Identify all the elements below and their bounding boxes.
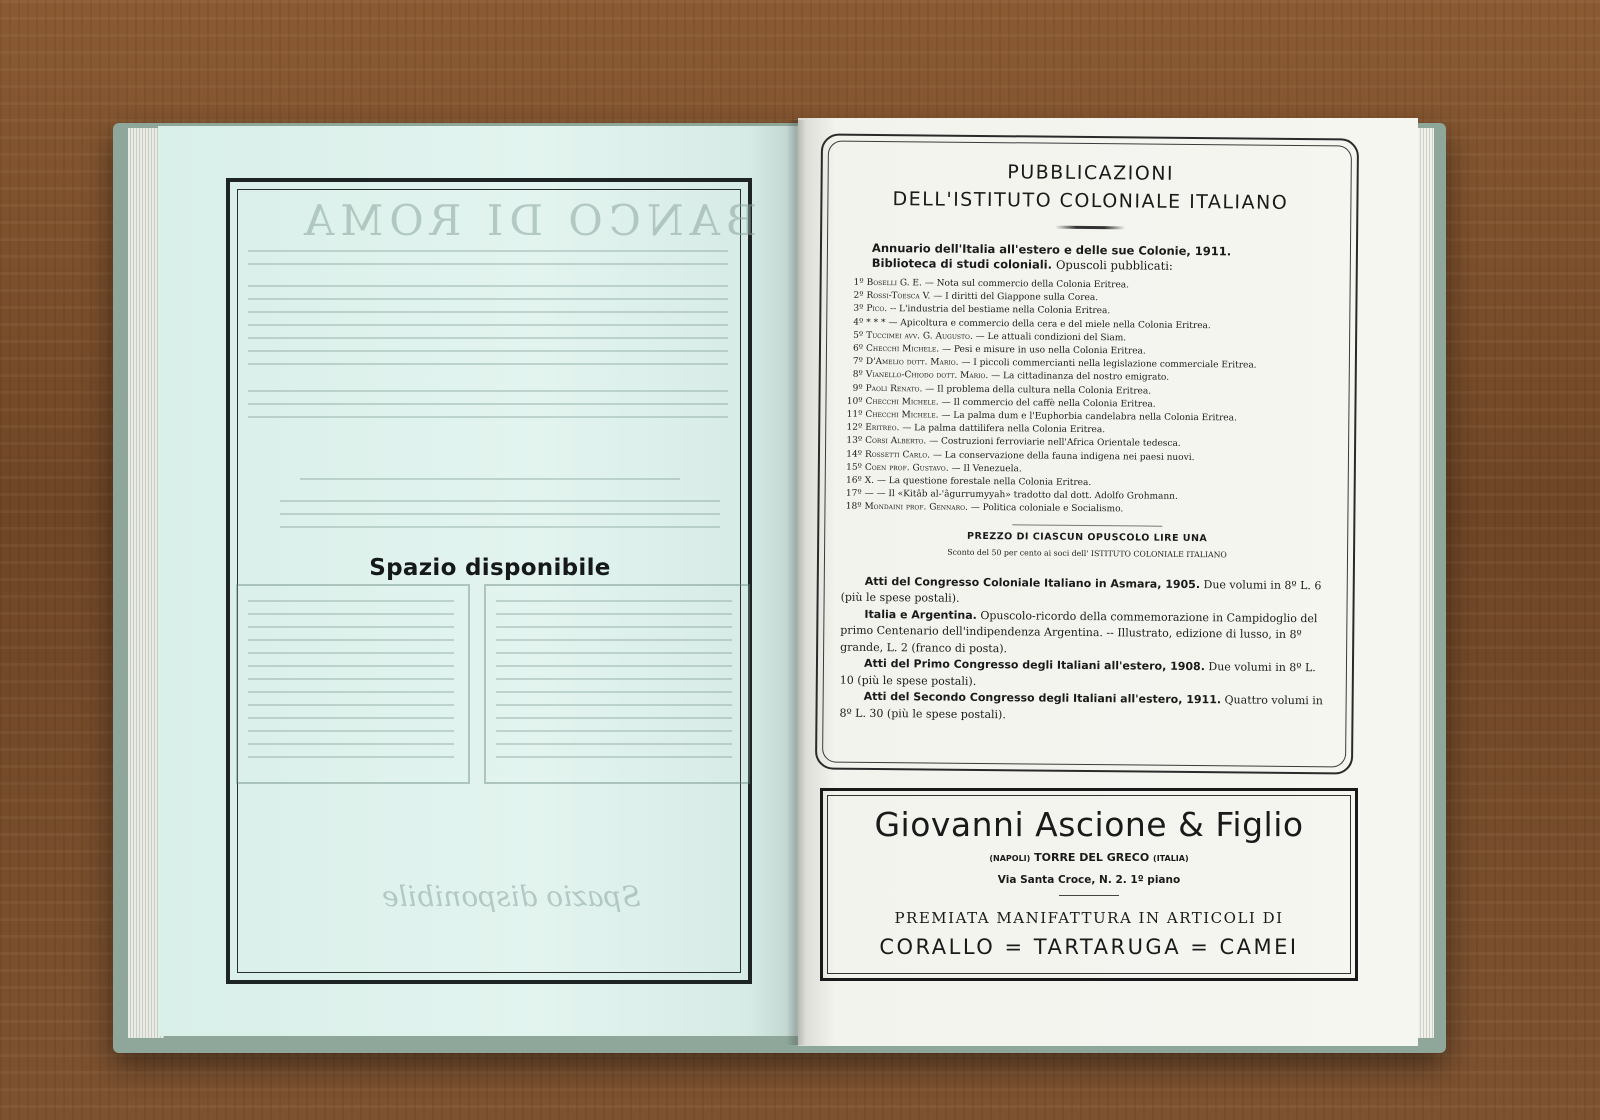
- bleed-through-line: [248, 250, 728, 268]
- opuscolo-title: — La questione forestale nella Colonia Eritrea.: [876, 476, 1092, 489]
- title-ornament: [1055, 226, 1125, 230]
- biblioteca-title: Biblioteca di studi coloniali.: [871, 255, 1053, 272]
- opuscolo-author: * * *: [866, 317, 886, 328]
- opuscolo-number: 8º: [852, 370, 863, 381]
- sconto-line: Sconto del 50 per cento ai soci dell' ISTITUTO COLONIALE ITALIANO: [947, 547, 1227, 560]
- opuscolo-number: 4º: [853, 317, 864, 328]
- bleed-through-paragraph: [248, 285, 728, 370]
- prezzo-line: PREZZO DI CIASCUN OPUSCOLO LIRE UNA: [967, 530, 1208, 544]
- opuscolo-title: -- L'industria del bestiame nella Colonia Eritrea.: [890, 304, 1111, 317]
- advert-premiata: PREMIATA MANIFATTURA IN ARTICOLI DI: [894, 909, 1284, 927]
- opuscolo-title: — Nota sul commercio della Colonia Eritrea.: [924, 278, 1130, 291]
- atti-details: Opuscolo-ricordo della commemorazione in Campidoglio del primo Centenario dell'indipendenza Argentina. -- Illustrato, edizione di lusso, in 8º grande, L. 2 (franco di posta).: [840, 608, 1318, 655]
- opuscolo-title: — Il Venezuela.: [951, 463, 1022, 475]
- opuscolo-author: X.: [864, 475, 875, 487]
- opuscolo-author: Boselli G. E.: [866, 277, 922, 289]
- opuscolo-number: 1º: [853, 277, 864, 288]
- opuscolo-title: — Le attuali condizioni del Siam.: [975, 331, 1127, 344]
- advertiser-name: Giovanni Ascione & Figlio: [874, 805, 1304, 844]
- city-name: TORRE DEL GRECO: [1034, 851, 1150, 864]
- opuscolo-number: 11º: [846, 409, 863, 420]
- opuscolo-title: — Il commercio del caffè nella Colonia Eritrea.: [941, 397, 1156, 410]
- opuscolo-author: Rossetti Carlo.: [864, 449, 931, 461]
- opuscolo-author: Pico.: [866, 304, 888, 315]
- spine-shadow: [786, 120, 806, 1045]
- atti-title: Atti del Secondo Congresso degli Italiani all'estero, 1911.: [863, 690, 1222, 707]
- bleed-through-title: BANCO DI ROMA: [298, 196, 757, 245]
- atti-item: [839, 689, 1331, 727]
- opuscolo-author: Eritreo.: [865, 423, 900, 434]
- biblioteca-note: Opuscoli pubblicati:: [1055, 257, 1173, 273]
- annuario-line: Annuario dell'Italia all'estero e delle sue Colonie, 1911.: [871, 240, 1232, 259]
- opuscolo-title: — I diritti del Giappone sulla Corea.: [933, 291, 1099, 304]
- opuscolo-author: Corsi Alberto.: [865, 436, 927, 447]
- bleed-through-paragraph: [280, 500, 720, 530]
- opuscoli-list: [841, 277, 1335, 519]
- publications-frame: [815, 133, 1359, 774]
- atti-title: Atti del Primo Congresso degli Italiani all'estero, 1908.: [863, 657, 1205, 674]
- advertisement-box: [820, 788, 1358, 981]
- opuscolo-title: — Apicoltura e commercio della cera e del miele nella Colonia Eritrea.: [888, 317, 1211, 331]
- opuscolo-author: Coen prof. Gustavo.: [864, 462, 949, 474]
- opuscolo-number: 6º: [852, 343, 864, 354]
- opuscolo-number: 9º: [852, 383, 863, 394]
- opuscolo-author: —: [864, 489, 874, 500]
- opuscolo-author: Paoli Renato.: [865, 383, 923, 395]
- opuscolo-number: 13º: [846, 436, 863, 447]
- opuscolo-number: 10º: [846, 396, 863, 407]
- separator-rule: [1012, 524, 1162, 526]
- opuscolo-title: — Politica coloniale e Socialismo.: [970, 503, 1124, 515]
- bleed-through-paragraph: [248, 390, 728, 420]
- spazio-disponibile-label: Spazio disponibile: [369, 555, 611, 581]
- bleed-through-paragraph: [496, 600, 732, 765]
- opuscolo-title: — I piccoli commercianti nella legislazione commerciale Eritrea.: [961, 358, 1257, 371]
- opuscolo-title: — Il problema della cultura nella Colonia Eritrea.: [925, 384, 1152, 397]
- atti-details: Due volumi in 8º L. 10 (più le spese postali).: [839, 660, 1316, 688]
- atti-item: [840, 656, 1332, 694]
- bleed-through-line: [300, 478, 680, 486]
- bleed-through-spazio: Spazio disponibile: [382, 880, 641, 913]
- opuscolo-number: 15º: [846, 462, 862, 473]
- publications-title-line2: DELL'ISTITUTO COLONIALE ITALIANO: [892, 188, 1289, 214]
- opuscolo-title: — La conservazione della fauna indigena nei paesi nuovi.: [932, 450, 1195, 463]
- opuscolo-author: D'Amelio dott. Mario.: [865, 357, 959, 368]
- advert-rule: [1059, 895, 1119, 896]
- opuscolo-author: Rossi-Toesca V.: [866, 291, 931, 302]
- opuscolo-number: 14º: [846, 449, 863, 460]
- atti-title: Atti del Congresso Coloniale Italiano in Asmara, 1905.: [864, 574, 1201, 591]
- atti-list: [839, 573, 1332, 726]
- opuscolo-number: 5º: [853, 330, 864, 341]
- opuscolo-number: 12º: [846, 422, 863, 434]
- opuscolo-number: 18º: [845, 502, 862, 513]
- opuscolo-author: Vianello-Chiodo dott. Mario.: [865, 370, 989, 382]
- opuscolo-author: Checchi Michele.: [865, 396, 939, 408]
- atti-item: [840, 606, 1332, 660]
- city-prefix: (NAPOLI): [989, 854, 1031, 863]
- city-suffix: (ITALIA): [1153, 854, 1189, 863]
- atti-details: Due volumi in 8º L. 6 (più le spese postali).: [840, 577, 1322, 605]
- atti-title: Italia e Argentina.: [864, 607, 977, 622]
- opuscolo-title: — La palma dum e l'Euphorbia candelabra nella Colonia Eritrea.: [941, 410, 1237, 424]
- advertiser-city: [823, 851, 1355, 864]
- opuscolo-author: Tuccimei avv. G. Augusto.: [866, 330, 973, 342]
- opuscolo-number: 7º: [852, 356, 863, 368]
- opuscolo-author: Checchi Michele.: [865, 343, 940, 355]
- opuscolo-title: — Pesi e misure in uso nella Colonia Eritrea.: [941, 344, 1146, 357]
- advert-products: CORALLO = TARTARUGA = CAMEI: [879, 935, 1299, 959]
- publications-content: [839, 160, 1336, 727]
- opuscolo-title: — La cittadinanza del nostro emigrato.: [991, 371, 1170, 384]
- opuscolo-number: 2º: [853, 290, 864, 302]
- advertiser-address: Via Santa Croce, N. 2. 1º piano: [997, 874, 1181, 886]
- opuscolo-number: 16º: [845, 475, 862, 486]
- publications-title-line1: PUBBLICAZIONI: [1007, 161, 1175, 185]
- atti-details: Quattro volumi in 8º L. 30 (più le spese postali).: [839, 693, 1323, 721]
- opuscolo-author: Mondaini prof. Gennaro.: [864, 502, 968, 514]
- opuscolo-title: — Costruzioni ferroviarie nell'Africa Orientale tedesca.: [929, 436, 1181, 450]
- opuscolo-title: — Il «Kitâb al-'âgurrumyyah» tradotto dal dott. Adolfo Grohmann.: [876, 489, 1178, 503]
- opuscolo-title: — La palma dattilifera nella Colonia Eritrea.: [902, 423, 1106, 436]
- bleed-through-paragraph: [248, 600, 454, 765]
- opuscolo-number: 17º: [845, 488, 862, 500]
- opuscolo-author: Checchi Michele.: [865, 409, 939, 421]
- atti-item: [841, 573, 1333, 611]
- opuscolo-number: 3º: [853, 304, 864, 315]
